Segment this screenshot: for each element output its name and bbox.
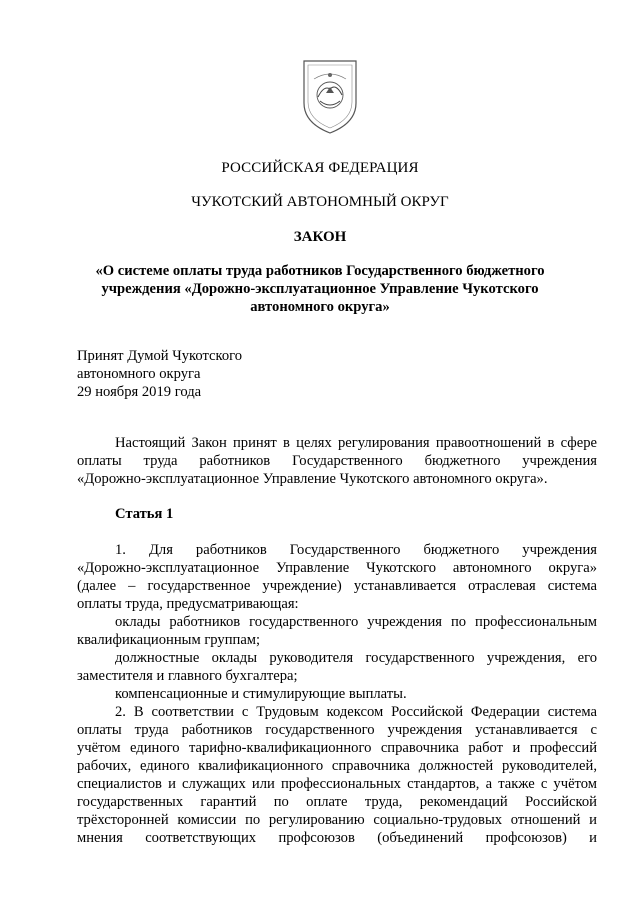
article-line: «Дорожно-эксплуатационное Управление Чукотского автономного округа» xyxy=(77,560,597,576)
preamble-paragraph xyxy=(77,434,597,488)
article-line: мнения соответствующих профсоюзов (объединений профсоюзов) и xyxy=(77,830,597,846)
law-title-line: автономного округа» xyxy=(250,299,390,315)
law-title-line: учреждения «Дорожно-эксплуатационное Управление Чукотского xyxy=(101,281,539,297)
article-line: квалификационным группам; xyxy=(77,632,261,648)
article-line: учётом единого тарифно-квалификационного справочника работ и профессий xyxy=(77,740,597,756)
country-heading: РОССИЙСКАЯ ФЕДЕРАЦИЯ xyxy=(221,160,419,176)
article-line: оклады работников государственного учреждения по профессиональным xyxy=(115,614,597,630)
law-title xyxy=(90,262,550,316)
article-line: 2. В соответствии с Трудовым кодексом Российской Федерации система xyxy=(115,704,597,720)
article-line: специалистов и служащих или профессиональных стандартов, а также с учётом xyxy=(77,776,597,792)
article-line: трёхсторонней комиссии по регулированию социально-трудовых отношений и xyxy=(77,812,597,828)
article-line: 1. Для работников Государственного бюджетного учреждения xyxy=(115,542,597,558)
article-line: (далее – государственное учреждение) устанавливается отраслевая система xyxy=(77,578,597,594)
region-heading: ЧУКОТСКИЙ АВТОНОМНЫЙ ОКРУГ xyxy=(191,194,449,210)
article-line: государственных гарантий по оплате труда, рекомендаций Российской xyxy=(77,794,597,810)
preamble-line: «Дорожно-эксплуатационное Управление Чукотского автономного округа». xyxy=(77,471,548,487)
document-type-heading: ЗАКОН xyxy=(293,229,347,245)
coat-of-arms-icon xyxy=(298,57,362,137)
adoption-note xyxy=(77,347,242,401)
article-line: оплаты труда работников государственного учреждения устанавливается с xyxy=(77,722,597,738)
preamble-line: Настоящий Закон принят в целях регулирования правоотношений в сфере xyxy=(115,435,597,451)
article-heading: Статья 1 xyxy=(115,506,174,522)
article-line: рабочих, единого квалификационного справочника должностей руководителей, xyxy=(77,758,597,774)
law-title-line: «О системе оплаты труда работников Государственного бюджетного xyxy=(95,263,545,279)
preamble-line: оплаты труда работников Государственного бюджетного учреждения xyxy=(77,453,597,469)
article-line: должностные оклады руководителя государственного учреждения, его xyxy=(115,650,597,666)
adoption-date: 29 ноября 2019 года xyxy=(77,384,202,400)
article-line: компенсационные и стимулирующие выплаты. xyxy=(115,686,407,702)
article-line: оплаты труда, предусматривающая: xyxy=(77,596,299,612)
article-body xyxy=(77,541,597,847)
adoption-line: автономного округа xyxy=(77,366,201,382)
article-line: заместителя и главного бухгалтера; xyxy=(77,668,298,684)
adoption-line: Принят Думой Чукотского xyxy=(77,348,243,364)
